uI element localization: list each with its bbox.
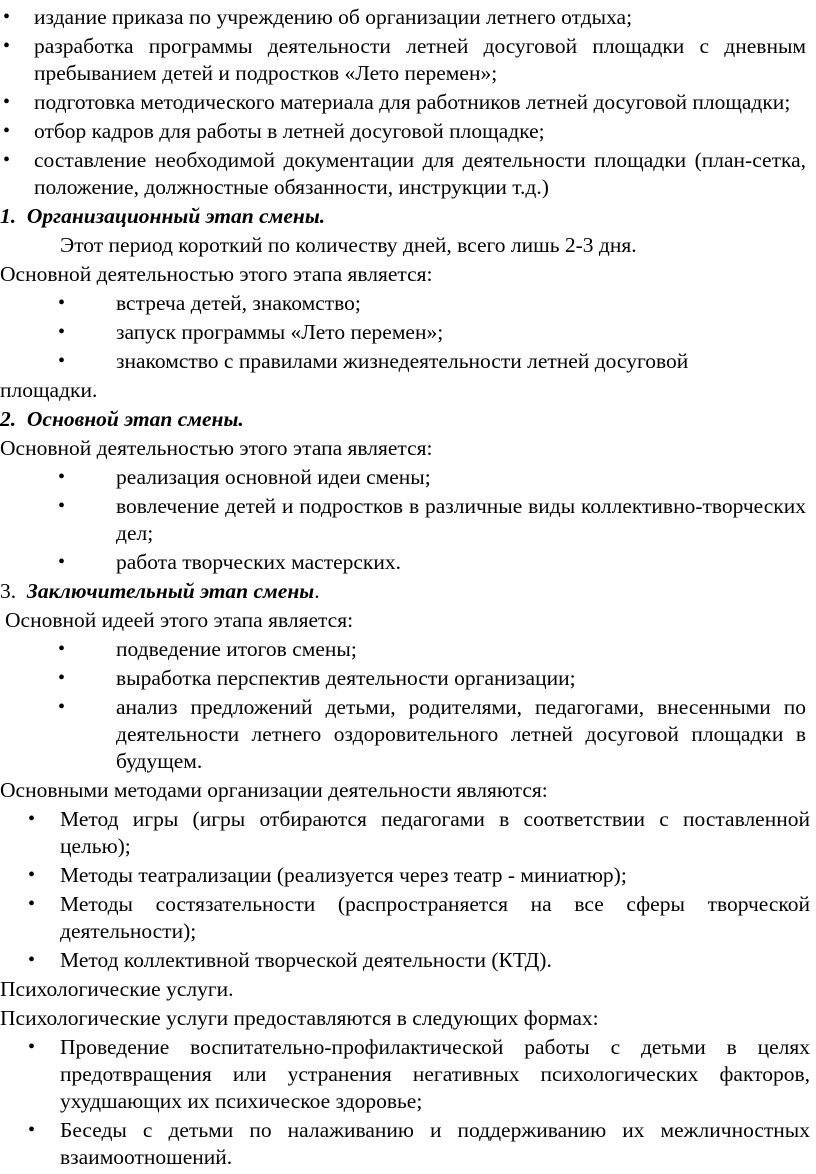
stage3-heading: 3. Заключительный этап смены. <box>0 579 320 603</box>
bullet-icon: • <box>3 149 11 171</box>
list-item: • отбор кадров для работы в летней досуговой площадке; <box>3 119 545 143</box>
methods-lead: Основными методами организации деятельности являются: <box>0 778 548 802</box>
psych-title: Психологические услуги. <box>0 977 234 1001</box>
list-item: • издание приказа по учреждению об организации летнего отдыха; <box>3 5 633 29</box>
stage1-heading: 1. Организационный этап смены. <box>0 204 326 228</box>
bullet-icon: • <box>3 6 11 28</box>
bullet-icon: • <box>58 667 66 689</box>
bullet-icon: • <box>58 350 66 372</box>
list-item: • встреча детей, знакомство; <box>58 291 361 315</box>
list-item: • Беседы с детьми по налаживанию и поддерживанию их межличностных взаимоотношений. <box>28 1118 810 1169</box>
bullet-icon: • <box>28 1036 36 1058</box>
bullet-icon: • <box>58 495 66 517</box>
list-item: • подготовка методического материала для работников летней досуговой площадки; <box>3 90 791 114</box>
bullet-icon: • <box>3 91 11 113</box>
bullet-icon: • <box>58 292 66 314</box>
bullet-icon: • <box>28 864 36 886</box>
bullet-icon: • <box>28 893 36 915</box>
list-item: • Метод коллективной творческой деятельности (КТД). <box>28 948 552 972</box>
list-item: • подведение итогов смены; <box>58 637 357 661</box>
bullet-icon: • <box>58 638 66 660</box>
list-item: • запуск программы «Лето перемен»; <box>58 320 444 344</box>
bullet-icon: • <box>58 551 66 573</box>
list-item: • Методы состязательности (распространяется на все сферы творческой деятельности); <box>28 892 810 943</box>
bullet-icon: • <box>28 949 36 971</box>
bullet-icon: • <box>3 35 11 57</box>
stage2-lead: Основной деятельностью этого этапа является: <box>0 436 433 460</box>
intro-list <box>0 4 816 201</box>
list-item: • составление необходимой документации для деятельности площадки (план-сетка, положение, должностные обязанности, инструкции т.д.) <box>3 148 806 199</box>
list-item: • выработка перспектив деятельности организации; <box>58 666 576 690</box>
list-item: • Методы театрализации (реализуется через театр - миниатюр); <box>28 863 627 887</box>
bullet-icon: • <box>28 1119 36 1141</box>
bullet-icon: • <box>58 466 66 488</box>
stage1-lead: Основной деятельностью этого этапа является: <box>0 262 433 286</box>
list-item: • разработка программы деятельности летней досуговой площадки с дневным пребыванием детей и подростков «Лето перемен»; <box>3 34 806 85</box>
stage1-period: Этот период короткий по количеству дней, всего лишь 2-3 дня. <box>60 233 637 257</box>
bullet-icon: • <box>3 120 11 142</box>
stage3-lead: Основной идеей этого этапа является: <box>5 608 354 632</box>
list-item: • знакомство с правилами жизнедеятельности летней досуговой <box>58 349 689 373</box>
list-item: • работа творческих мастерских. <box>58 550 402 574</box>
bullet-icon: • <box>58 321 66 343</box>
bullet-icon: • <box>28 808 36 830</box>
list-item: • вовлечение детей и подростков в различные виды коллективно-творческих дел; <box>58 494 806 545</box>
list-item: • анализ предложений детьми, родителями, педагогами, внесенными по деятельности летнего оздоровительного летней досуговой площадки в будущем. <box>58 695 806 773</box>
psych-lead: Психологические услуги предоставляются в следующих формах: <box>0 1006 599 1030</box>
stage1-item-continuation: площадки. <box>0 378 98 402</box>
stage2-heading: 2. Основной этап смены. <box>0 407 244 431</box>
list-item: • Метод игры (игры отбираются педагогами в соответствии с поставленной целью); <box>28 807 810 858</box>
bullet-icon: • <box>58 696 66 718</box>
list-item: • Проведение воспитательно-профилактической работы с детьми в целях предотвращения или устранения негативных психологических факторов, ухудшающих их психическое здоровье; <box>28 1035 810 1113</box>
list-item: • реализация основной идеи смены; <box>58 465 431 489</box>
